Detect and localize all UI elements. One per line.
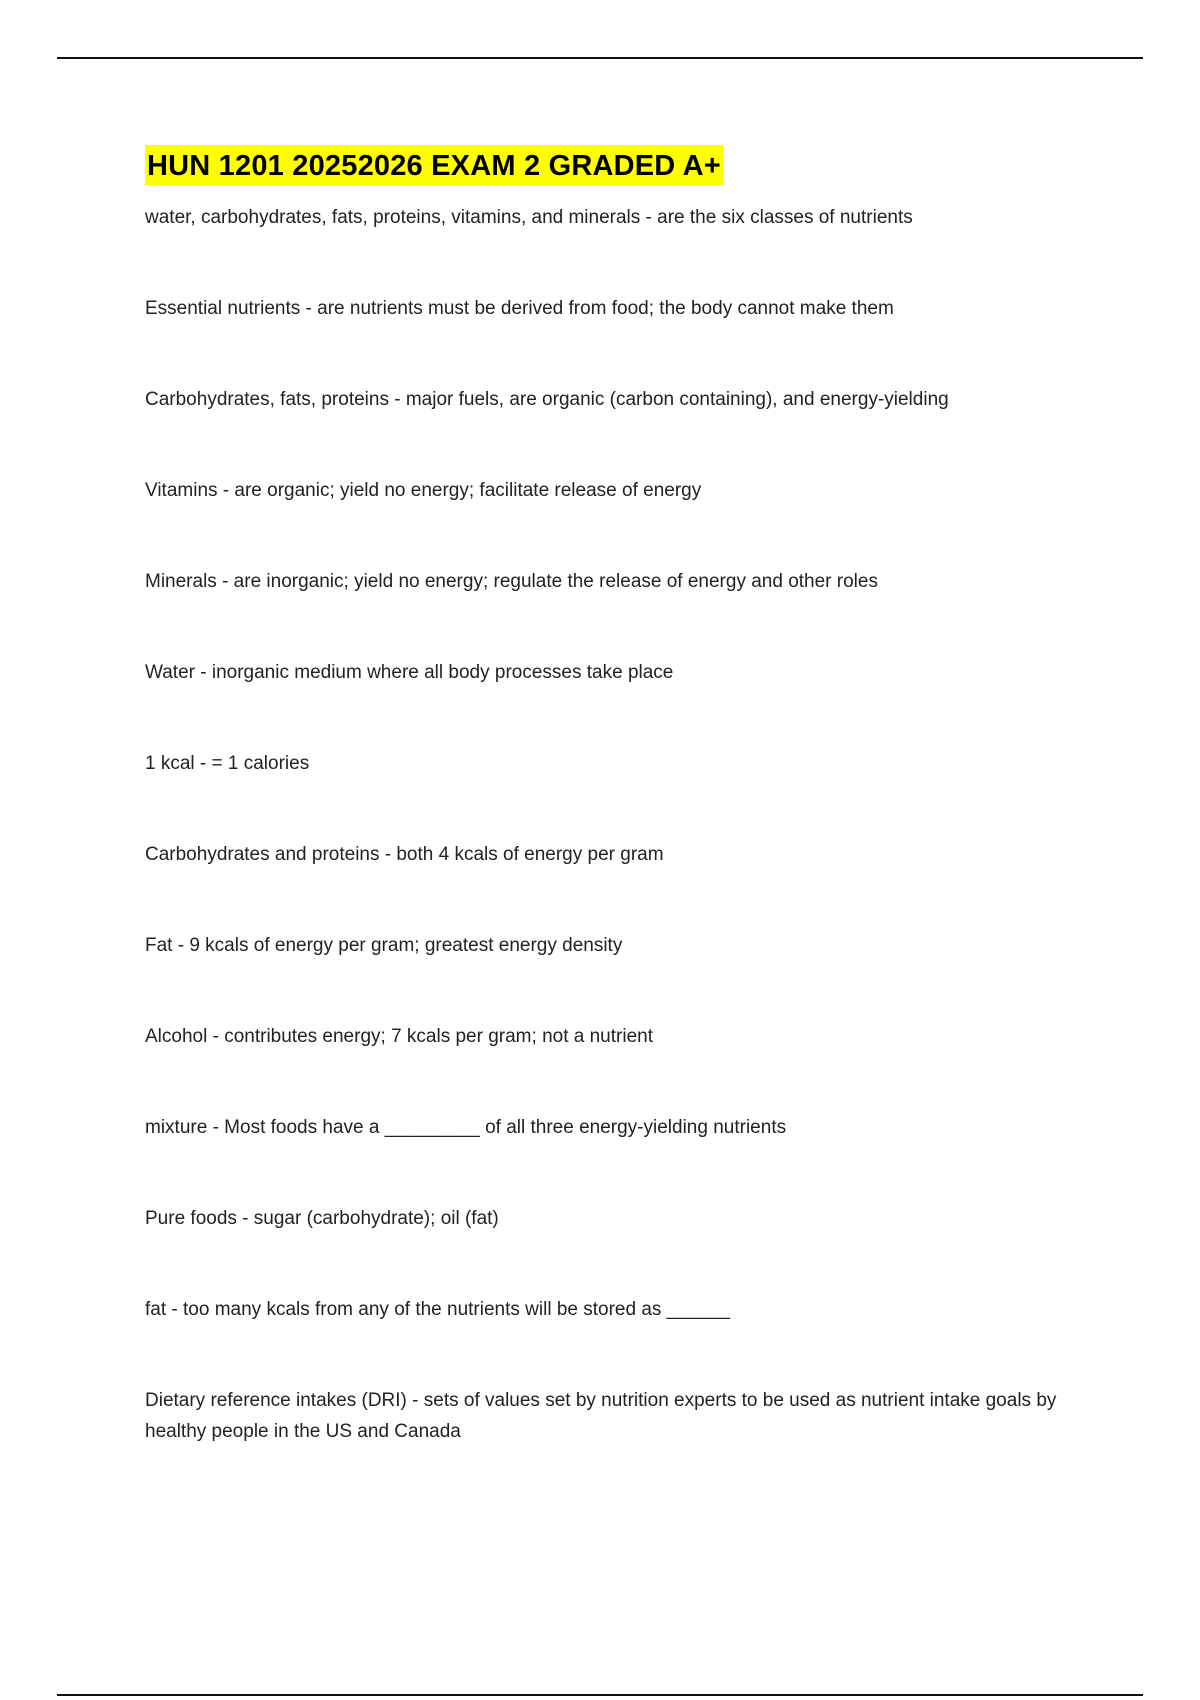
entry-essential-nutrients: Essential nutrients - are nutrients must be derived from food; the body cannot make them — [145, 298, 894, 319]
entry-mixture: mixture - Most foods have a _________ of all three energy-yielding nutrients — [145, 1117, 787, 1138]
entry-major-fuels: Carbohydrates, fats, proteins - major fuels, are organic (carbon containing), and energy-yielding — [145, 389, 949, 410]
entry-vitamins: Vitamins - are organic; yield no energy; facilitate release of energy — [145, 480, 702, 501]
document-title: HUN 1201 20252026 EXAM 2 GRADED A+ — [145, 145, 723, 185]
entry-kcal: 1 kcal - = 1 calories — [145, 753, 310, 774]
entry-water: Water - inorganic medium where all body processes take place — [145, 662, 674, 683]
entry-pure-foods: Pure foods - sugar (carbohydrate); oil (fat) — [145, 1208, 499, 1229]
entry-dri: Dietary reference intakes (DRI) - sets of values set by nutrition experts to be used as nutrient intake goals by healthy people in the US and Canada — [145, 1390, 1057, 1442]
entry-minerals: Minerals - are inorganic; yield no energy; regulate the release of energy and other roles — [145, 571, 878, 592]
bottom-rule — [57, 1694, 1143, 1696]
document-body — [145, 145, 1075, 1442]
entry-carbs-proteins: Carbohydrates and proteins - both 4 kcals of energy per gram — [145, 844, 664, 865]
entry-fat: Fat - 9 kcals of energy per gram; greatest energy density — [145, 935, 623, 956]
entry-alcohol: Alcohol - contributes energy; 7 kcals per gram; not a nutrient — [145, 1026, 653, 1047]
entry-fat-storage: fat - too many kcals from any of the nutrients will be stored as ______ — [145, 1299, 731, 1320]
entry-six-classes: water, carbohydrates, fats, proteins, vitamins, and minerals - are the six classes of nutrients — [145, 207, 913, 228]
top-rule — [57, 57, 1143, 59]
